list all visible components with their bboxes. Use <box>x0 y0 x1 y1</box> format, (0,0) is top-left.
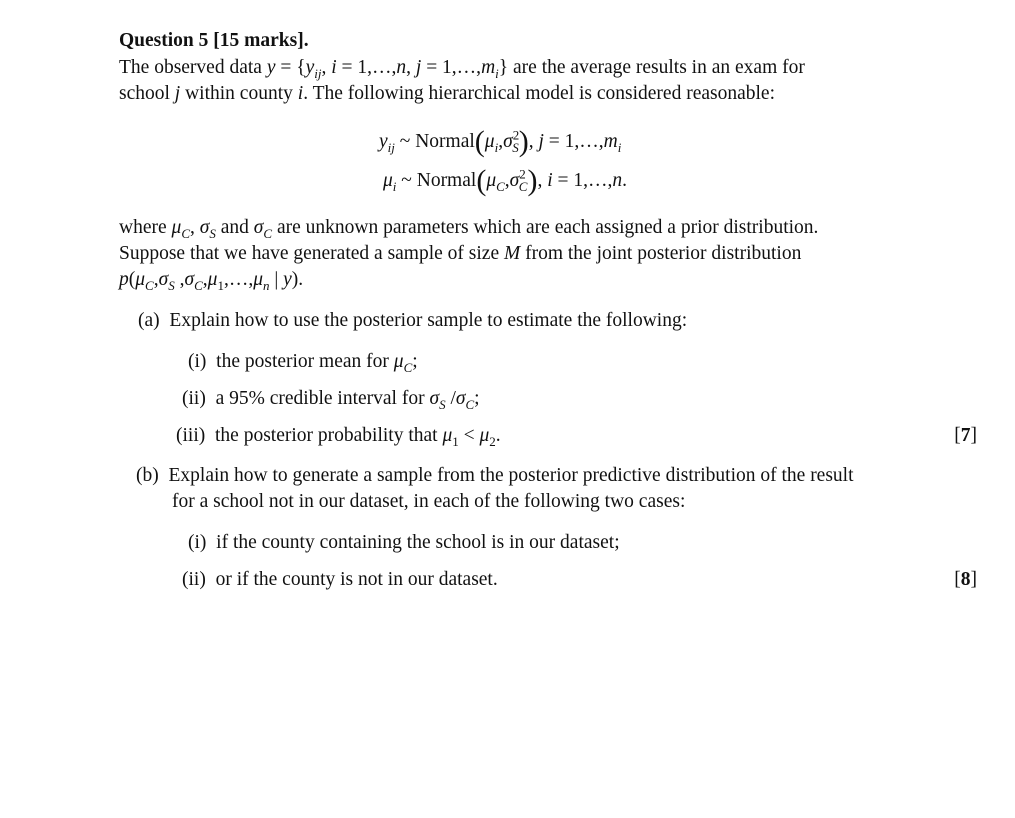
posterior-expression: $p(\mu_C,\sigma_S$ $,\sigma_C,\mu_1,\dots,\mu_n$ | y). <box>119 269 304 293</box>
part-b-label: (b) <box>136 465 159 486</box>
part-b-text-2: for a school not in our dataset, in each of the following two cases: <box>172 491 686 512</box>
part-a-item-i: (i) the posterior mean for $\mu_C$; <box>188 351 418 375</box>
where-line: where $\mu_C$, $\sigma_S$ and $\sigma_C$ are unknown parameters which are each assigned a prior distribution. <box>119 217 819 241</box>
part-b-item-i: (i) if the county containing the school is in our dataset; <box>188 532 620 553</box>
model-equation-1: $y_{ij}$ ~ $Normal(\mu_i,\sigma^2_S)$, $j = 1,\dots,m_i$ <box>379 125 622 158</box>
part-a-item-iii: (iii) the posterior probability that $\mu_1 < \mu_2$. <box>176 425 501 449</box>
part-b-marks: [8] <box>954 569 977 590</box>
intro-line-1: The observed data $y = \{y_{ij}$, i = 1,…,n, $j = 1,\dots,m_i$} are the average results in an exam for <box>119 57 805 81</box>
model-equation-2: $\mu_i$ ~ $Normal(\mu_C,\sigma^2_C)$, i = 1,…,n. <box>383 164 627 197</box>
part-b-item-ii: (ii) or if the county is not in our dataset. <box>182 569 498 590</box>
part-a-item-ii: (ii) a 95% credible interval for $\sigma_S$ $/\sigma_C$; <box>182 388 480 412</box>
part-b-header <box>136 463 854 489</box>
part-a-text: Explain how to use the posterior sample to estimate the following: <box>169 310 688 331</box>
suppose-line: Suppose that we have generated a sample of size M from the joint posterior distribution <box>119 243 802 264</box>
part-a-label: (a) <box>138 310 160 331</box>
intro-line-2: school j within county i. The following hierarchical model is considered reasonable: <box>119 83 775 104</box>
part-b-text-1: Explain how to generate a sample from the posterior predictive distribution of the result <box>168 465 854 486</box>
part-a-marks: [7] <box>954 425 977 446</box>
question-title: Question 5 [15 marks]. <box>119 30 309 51</box>
part-a-header <box>138 308 687 334</box>
